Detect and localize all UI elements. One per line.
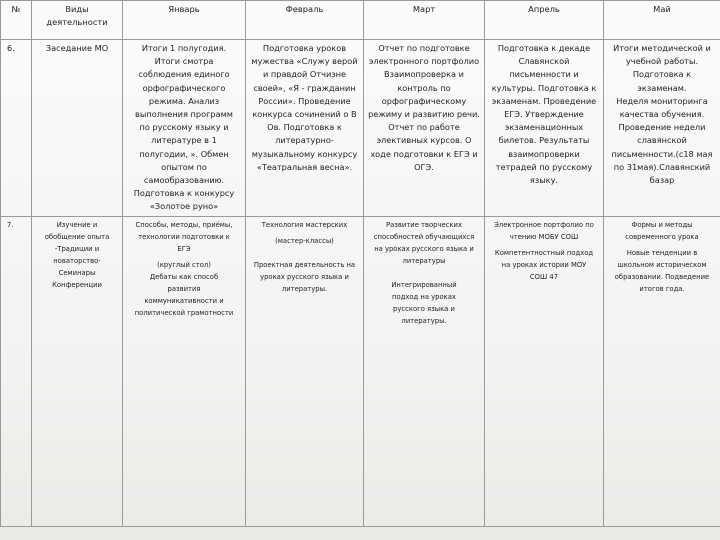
cell-text: Электронное портфолио по чтению МОБУ СОШ xyxy=(494,220,594,241)
cell-january xyxy=(123,216,246,526)
cell-april xyxy=(485,40,604,217)
header-month-february: Февраль xyxy=(246,1,364,40)
cell-text: Компетентностный подход на уроках истории МОУ СОШ 47 xyxy=(494,248,594,281)
cell-april xyxy=(485,216,604,526)
cell-text: Проектная деятельность на уроках русского языка и литературы. xyxy=(253,260,356,293)
cell-january xyxy=(123,40,246,217)
cell-march xyxy=(364,216,485,526)
activity-text: Заседание МО xyxy=(45,43,109,53)
row-number: 6. xyxy=(1,40,32,217)
cell-text: Интегрированный подход на уроках русского языка и литературы. xyxy=(391,280,457,325)
cell-text: Отчет по подготовке электронного портфолио Взаимопроверка и контроль по орфографическому режиму и развитию речи. Отчет по работе элективных курсов. О ходе подготовки к ЕГЭ и ОГЭ. xyxy=(368,43,480,172)
row-number: 7. xyxy=(1,216,32,526)
cell-march xyxy=(364,40,485,217)
cell-text: Подготовка уроков мужества «Служу верой и правдой Отчизне своей», «Я - гражданин России». Проведение конкурса сочинений о В Ов. Подготовка к литературно- музыкальному конкурсу «Театральная весна». xyxy=(251,43,358,172)
cell-may xyxy=(604,216,720,526)
cell-february xyxy=(246,216,364,526)
cell-text: Способы, методы, приёмы, технологии подготовки к ЕГЭ xyxy=(135,220,233,253)
cell-text: Итоги 1 полугодия. Итоги смотра соблюдения единого орфографического режима. Анализ выполнения программ по русскому языку и литературе в 1 полугодии, ». Обмен опытом по самообразованию. Подготовка к конкурсу «Золотое руно» xyxy=(133,43,235,212)
cell-may xyxy=(604,40,720,217)
cell-text: Подготовка к декаде Славянской письменности и культуры. Подготовка к экзаменам. Проведение ЕГЭ. Утверждение экзаменационных билетов. Результаты взаимопроверки тетрадей по русскому языку. xyxy=(491,43,597,186)
header-month-march: Март xyxy=(364,1,485,40)
activity-text: Изучение и обобщение опыта -Традиции и новаторство- Семинары Конференции xyxy=(44,220,110,289)
cell-text: Формы и методы современного урока xyxy=(625,220,699,241)
cell-text: (мастер-классы) xyxy=(275,236,334,245)
activity-cell xyxy=(32,216,123,526)
cell-text: (круглый стол) Дебаты как способ развития коммуникативности и политической грамотности xyxy=(134,260,234,317)
header-activity: Виды деятельности xyxy=(32,1,123,40)
header-num: № xyxy=(1,1,32,40)
header-row xyxy=(1,1,720,40)
header-month-january: Январь xyxy=(123,1,246,40)
cell-text: Развитие творческих способностей обучающихся на уроках русского языка и литературы xyxy=(373,220,475,265)
header-month-may: Май xyxy=(604,1,720,40)
cell-text: Итоги методической и учебной работы. Подготовка к экзаменам. Неделя мониторинга качества обучения. Проведение недели славянской письменности.(с18 мая по 31мая).Славянский базар xyxy=(611,43,713,186)
header-month-april: Апрель xyxy=(485,1,604,40)
activity-cell xyxy=(32,40,123,217)
cell-text: Технология мастерских xyxy=(261,220,348,229)
table-row xyxy=(1,40,720,217)
cell-february xyxy=(246,40,364,217)
cell-text: Новые тенденции в школьном историческом образовании. Подведение итогов года. xyxy=(614,248,710,293)
table-row xyxy=(1,216,720,526)
